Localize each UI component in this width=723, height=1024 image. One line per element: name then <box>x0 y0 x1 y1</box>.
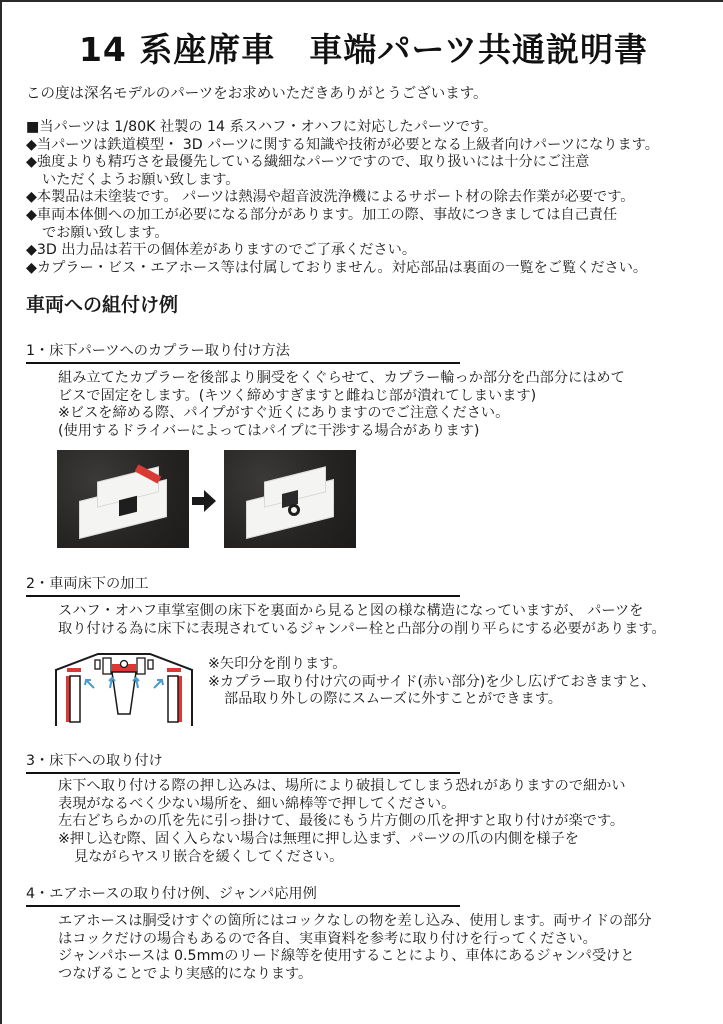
section-2-heading: 2・車両床下の加工 <box>26 573 460 597</box>
body-line: 取り付ける為に床下に表現されているジャンパー栓と凸部分の削り平らにする必要があります。 <box>58 620 666 637</box>
note-item: ◆3D 出力品は若干の個体差がありますのでご了承ください。 <box>26 242 417 259</box>
body-line: はコックだけの場合もあるので各自、実車資料を参考に取り付けを行ってください。 <box>58 930 597 947</box>
body-line: 表現がなるべく少ない場所を、細い綿棒等で押してください。 <box>58 795 456 812</box>
body-line: 左右どちらかの爪を先に引っ掛けて、最後にもう片方側の爪を押すと取り付けが楽です。 <box>58 813 625 830</box>
body-line: つなげることでより実感的になります。 <box>58 966 313 983</box>
section-2-body <box>58 603 666 638</box>
note-item: ■当パーツは 1/80K 社製の 14 系スハフ・オハフに対応したパーツです。 <box>26 119 498 135</box>
document-title: 14 系座席車 車端パーツ共通説明書 <box>78 30 649 69</box>
arrow-right-icon <box>192 490 216 512</box>
body-line: スハフ・オハフ車掌室側の床下を裏面から見ると図の様な構造になっていますが、 パーツを <box>58 603 644 619</box>
diagram-note-continuation: 部品取り外しの際にスムーズに外すことができます。 <box>224 691 562 708</box>
body-line: エアホースは胴受けすぐの箇所にはコックなしの物を差し込み、使用します。両サイドの部分 <box>58 913 652 929</box>
coupler-before-photo <box>57 450 189 548</box>
section-4-heading: 4・エアホースの取り付け例、ジャンパ応用例 <box>26 883 460 907</box>
notes-list <box>26 119 716 277</box>
intro-text: この度は深名モデルのパーツをお求めいただきありがとうございます。 <box>26 86 488 102</box>
body-line: (使用するドライバーによってはパイプに干渉する場合があります) <box>58 423 480 440</box>
note-item: ◆強度よりも精巧さを最優先している繊細なパーツですので、取り扱いには十分にご注意 <box>26 154 590 171</box>
note-item: ◆車両本体側への加工が必要になる部分があります。加工の際、事故につきましては自己責任 <box>26 206 618 223</box>
body-line: ※ビスを締める際、パイプがすぐ近くにありますのでご注意ください。 <box>58 405 510 422</box>
note-item-continuation: いただくようお願い致します。 <box>42 171 240 188</box>
body-line: ジャンパホースは 0.5mmのリード線等を使用することにより、車体にあるジャンパ受けと <box>58 948 635 965</box>
body-line: 組み立てたカプラーを後部より胴受をくぐらせて、カプラー輪っか部分を凸部分にはめて <box>58 370 625 386</box>
diagram-notes <box>208 656 656 709</box>
body-line: ※押し込む際、固く入らない場合は無理に押し込まず、パーツの爪の内側を様子を <box>58 831 579 848</box>
note-item: ◆当パーツは鉄道模型・ 3D パーツに関する知識や技術が必要となる上級者向けパーツになります。 <box>26 136 659 153</box>
note-item-continuation: でお願い致します。 <box>42 224 169 241</box>
section-3-body <box>58 778 626 867</box>
diagram-note: ※矢印分を削ります。 <box>208 656 347 672</box>
diagram-note: ※カプラー取り付け穴の両サイド(赤い部分)を少し広げておきますと、 <box>208 673 656 690</box>
underfloor-diagram <box>54 652 194 726</box>
body-line: 見ながらヤスリ嵌合を緩くしてください。 <box>74 848 344 865</box>
body-line: 床下へ取り付ける際の押し込みは、場所により破損してしまう恐れがありますので細かい <box>58 778 626 794</box>
note-item: ◆本製品は未塗装です。 パーツは熱湯や超音波洗浄機によるサポート材の除去作業が必要です。 <box>26 189 635 206</box>
coupler-after-photo <box>224 450 356 548</box>
section-3-heading: 3・床下への取り付け <box>26 750 460 774</box>
section-1-heading: 1・床下パーツへのカプラー取り付け方法 <box>26 340 460 364</box>
section-1-body <box>58 370 625 441</box>
note-item: ◆カプラー・ビス・エアホース等は付属しておりません。対応部品は裏面の一覧をご覧ください。 <box>26 259 648 276</box>
assembly-heading: 車両への組付け例 <box>26 294 179 316</box>
section-4-body <box>58 913 652 984</box>
body-line: ビスで固定をします。(キツく締めすぎますと雌ねじ部が潰れてしまいます) <box>58 387 537 404</box>
